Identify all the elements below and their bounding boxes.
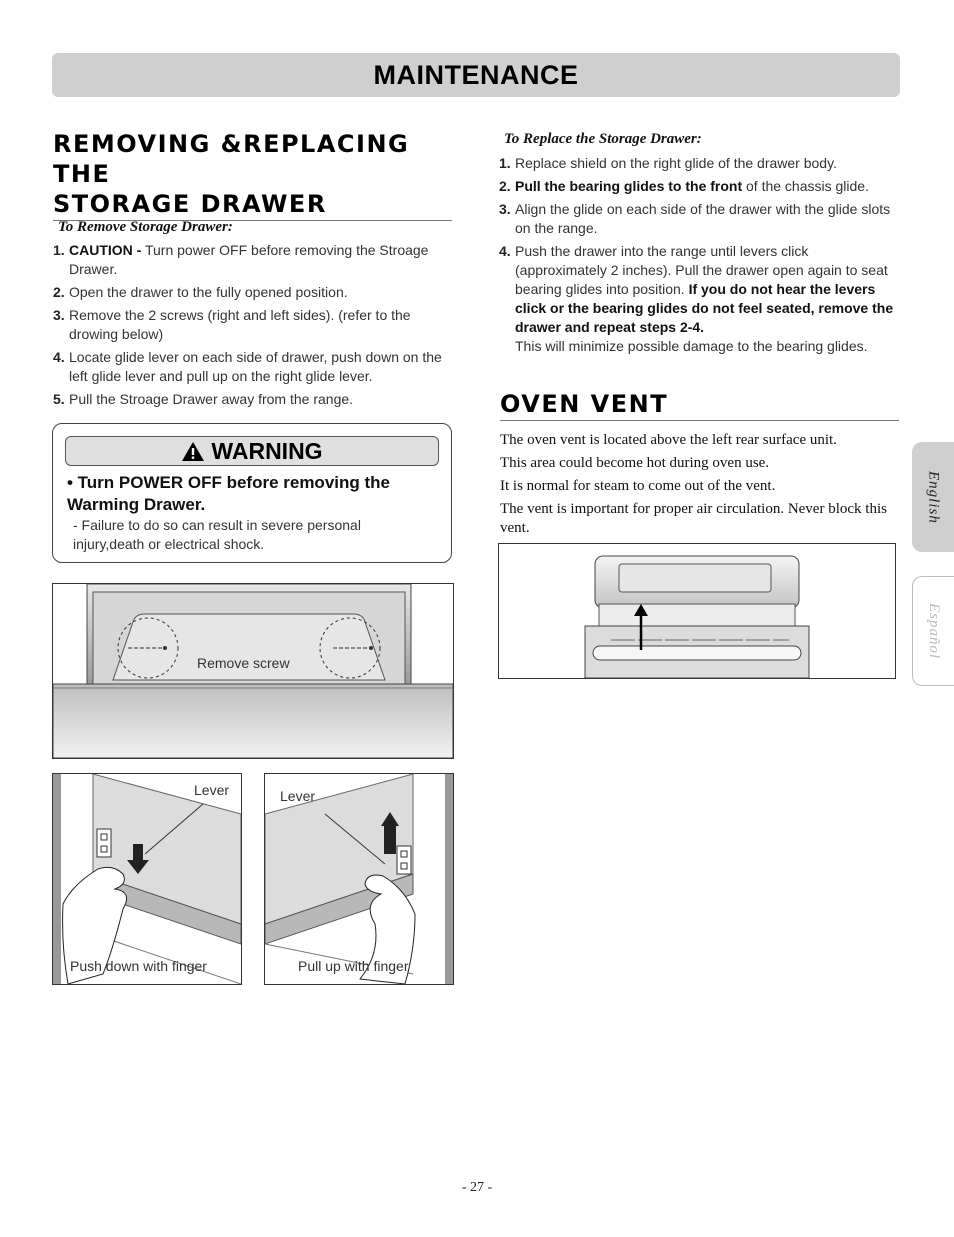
replace-steps [499, 154, 899, 360]
pull-up-figure [264, 773, 454, 985]
list-item: 4. Push the drawer into the range until levers click (approximately 2 inches). Pull the drawer open again to seat bearing glides into position. If you do not hear the levers click or the bearing glides do not feel seated, remove the drawer and repeat steps 2-4. This will minimize possible damage to the bearing glides. [499, 243, 894, 354]
left-lever-label: Lever [194, 782, 230, 798]
remove-screw-figure [52, 583, 454, 759]
list-item: 3. Remove the 2 screws (right and left sides). (refer to the drowing below) [53, 307, 411, 342]
replace-heading: To Replace the Storage Drawer: [504, 131, 702, 147]
page-header [52, 53, 900, 97]
push-down-caption: Push down with finger [70, 958, 207, 974]
warning-main-text: • Turn POWER OFF before removing the Warming Drawer. [67, 473, 390, 514]
pull-up-caption: Pull up with finger [298, 958, 409, 974]
list-item: 3. Align the glide on each side of the drawer with the glide slots on the range. [499, 201, 891, 236]
list-item: 4. Locate glide lever on each side of drawer, push down on the left glide lever and pull up on the right glide lever. [53, 349, 442, 384]
pull-lever-illustration [265, 774, 453, 984]
warning-box [52, 423, 452, 563]
oven-vent-figure [498, 543, 896, 679]
list-item: 2. Open the drawer to the fully opened position. [53, 284, 348, 300]
push-down-figure [52, 773, 242, 985]
list-item: 5. Pull the Stroage Drawer away from the range. [53, 391, 354, 407]
oven-vent-illustration [499, 544, 895, 678]
warning-banner [65, 436, 439, 466]
screw-caption: Remove screw [197, 655, 290, 671]
list-item: 2. Pull the bearing glides to the front of the chassis glide. [499, 178, 869, 194]
oven-vent-title: OVEN VENT [500, 389, 899, 421]
page-title: MAINTENANCE [373, 59, 579, 90]
remove-heading: To Remove Storage Drawer: [58, 219, 233, 235]
warning-triangle-icon [181, 441, 205, 462]
warning-label: WARNING [211, 437, 323, 464]
push-lever-illustration [53, 774, 241, 984]
remove-steps [53, 241, 453, 413]
drawer-section-title: REMOVING &REPLACING THE STORAGE DRAWER [53, 129, 452, 221]
list-item: 1. Replace shield on the right glide of the drawer body. [499, 155, 837, 171]
tab-english[interactable]: English [912, 442, 954, 552]
page-number: - 27 - [461, 1180, 493, 1195]
drawer-screw-illustration [53, 584, 453, 758]
list-item: 1. CAUTION - Turn power OFF before removing the Stroage Drawer. [53, 242, 429, 277]
tab-espanol[interactable]: Español [912, 576, 954, 686]
warning-sub-text: - Failure to do so can result in severe personal injury,death or electrical shock. [73, 517, 361, 552]
oven-vent-text: The oven vent is located above the left rear surface unit. This area could become hot during oven use. It is normal for steam to come out of the vent. The vent is important for proper air circulation. Never block this vent. [500, 432, 887, 536]
right-lever-label: Lever [280, 788, 316, 804]
